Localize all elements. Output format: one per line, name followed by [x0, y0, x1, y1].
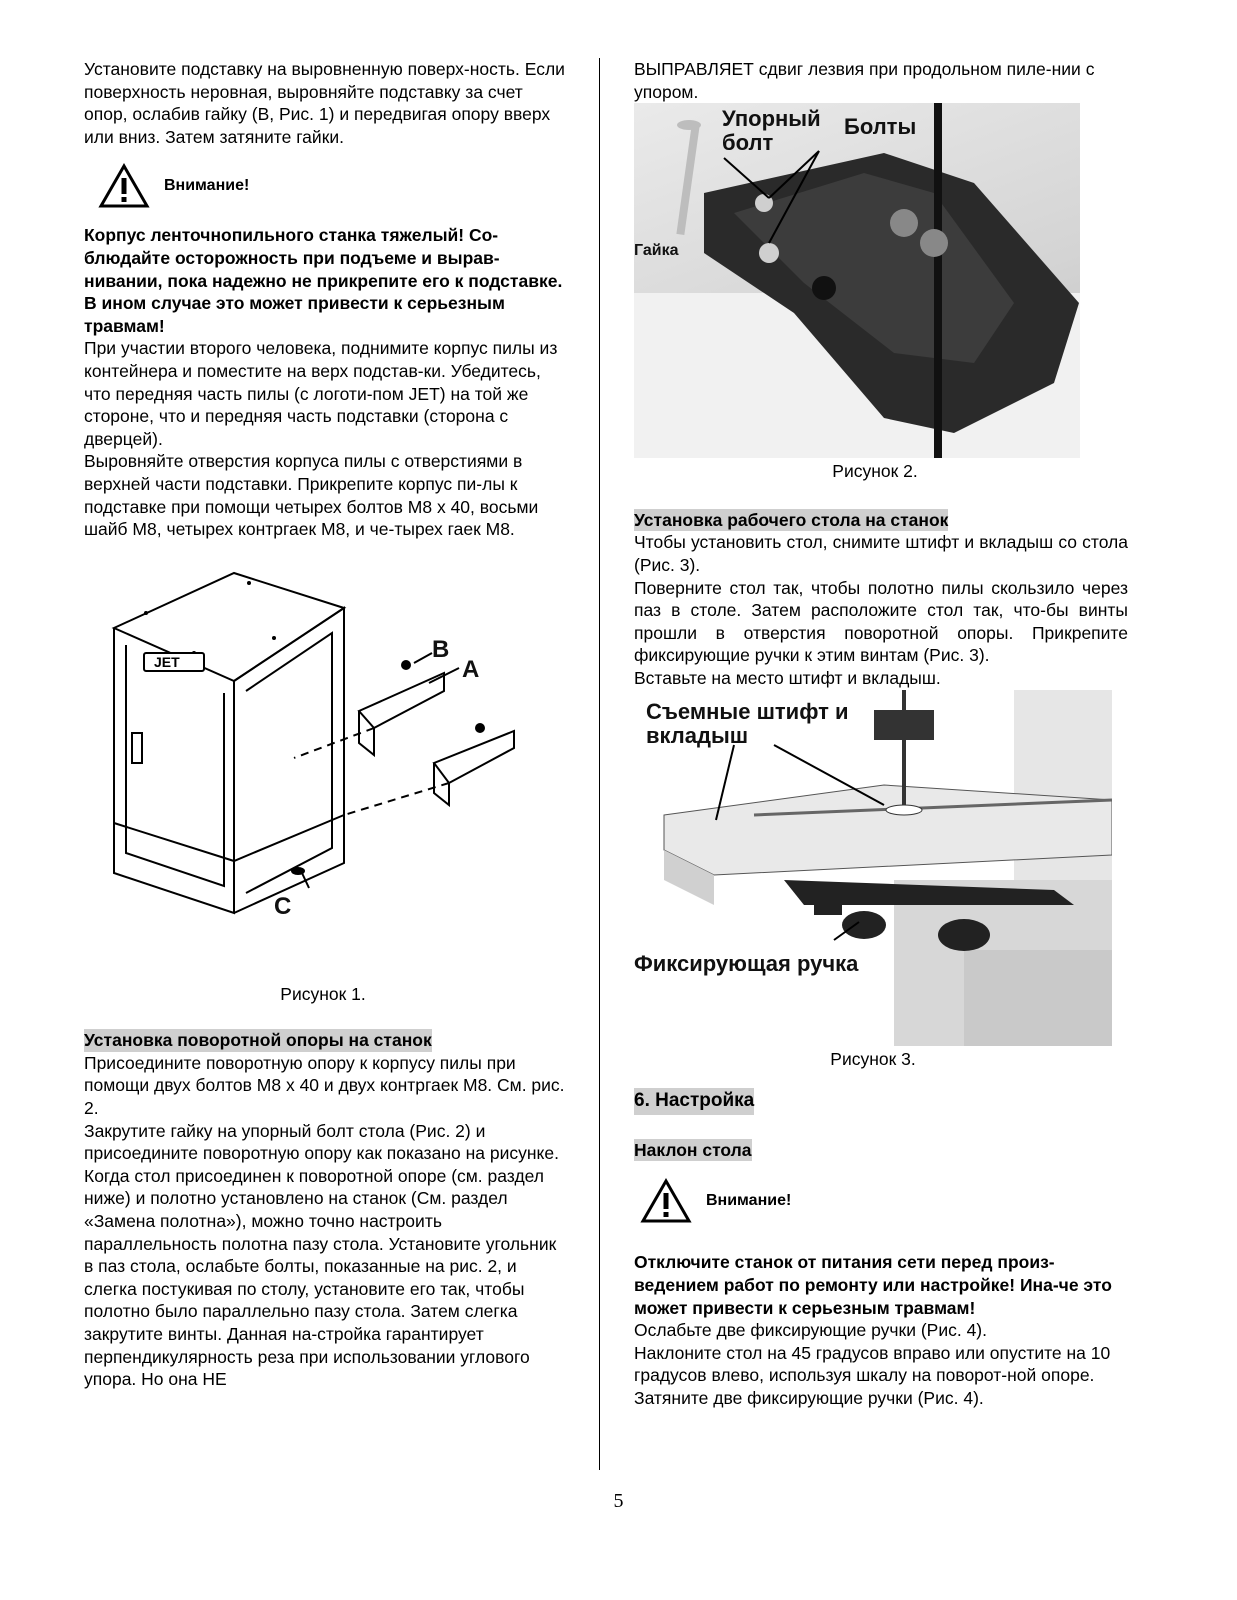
- paragraph: Выровняйте отверстия корпуса пилы с отверстиями в верхней части подставки. Прикрепите корпус пи-лы к подставке при помощи четырех болтов М8 х 40, восьми шайб М8, четырех контргаек М8, и че-тырех гаек М8.: [84, 451, 539, 540]
- warning-label: Внимание!: [164, 177, 250, 195]
- page-number: 5: [613, 1490, 624, 1512]
- paragraph: Чтобы установить стол, снимите штифт и вкладыш со стола (Рис. 3).: [634, 532, 1128, 575]
- figure-1-label-b: B: [432, 635, 450, 663]
- paragraph: Затяните две фиксирующие ручки (Рис. 4).: [634, 1387, 984, 1408]
- figure-1-caption: Рисунок 1.: [280, 983, 366, 1004]
- figure-3-photo: [634, 690, 1112, 1046]
- warning-text: Корпус ленточнопильного станка тяжелый! Со-блюдайте осторожность при подъеме и вырав-нивании, пока надежно не прикрепите его к подставке. В ином случае это может привести к серьезным травмам!: [84, 225, 563, 336]
- figure-2-label-nut: Гайка: [634, 242, 679, 260]
- figure-3-caption: Рисунок 3.: [830, 1048, 916, 1069]
- trunnion-image: [634, 103, 1080, 458]
- warning-block: [640, 1173, 1128, 1229]
- paragraph: Закрутите гайку на упорный болт стола (Рис. 2) и присоедините поворотную опору как показано на рисунке.: [84, 1120, 559, 1164]
- paragraph: ВЫПРАВЛЯЕТ сдвиг лезвия при продольном пиле-нии с упором.: [634, 59, 1095, 102]
- paragraph: Ослабьте две фиксирующие ручки (Рис. 4).: [634, 1320, 987, 1341]
- paragraph: Поверните стол так, чтобы полотно пилы скользило через паз в столе. Затем расположите стол так, что-бы винты прошли в отверстия поворотной опоры. Прикрепите фиксирующие ручки к этим винтам (Рис. 3).: [634, 577, 1128, 666]
- figure-2-label-bolts: Болты: [844, 114, 917, 140]
- chapter-heading: 6. Настройка: [634, 1088, 754, 1115]
- sub-heading: Наклон стола: [634, 1139, 752, 1160]
- figure-2-label-stop-bolt: Упорный болт: [722, 106, 821, 156]
- figure-2-caption: Рисунок 2.: [832, 461, 918, 482]
- figure-1: [84, 553, 566, 983]
- paragraph: Наклоните стол на 45 градусов вправо или опустите на 10 градусов влево, используя шкалу на поворот-ной опоре.: [634, 1342, 1111, 1386]
- paragraph: Вставьте на место штифт и вкладыш.: [634, 667, 941, 688]
- warning-triangle-icon: [98, 163, 150, 209]
- paragraph: Установите подставку на выровненную поверх-ность. Если поверхность неровная, выровняйте подставку за счет опор, ослабив гайку (В, Рис. 1) и передвигая опору вверх или вниз. Затем затяните гайки.: [84, 59, 565, 147]
- right-column: [634, 58, 1128, 1409]
- warning-text: Отключите станок от питания сети перед произ-ведением работ по ремонту или настройке! Ина-че это может привести к серьезным травмам!: [634, 1252, 1112, 1318]
- paragraph: При участии второго человека, поднимите корпус пилы из контейнера и поместите на верх подстав-ки. Убедитесь, что передняя часть пилы (с логоти-пом JET) на той же стороне, что и передняя часть подставки (сторона с дверцей).: [84, 338, 558, 449]
- figure-3-label-knob: Фиксирующая ручка: [634, 950, 859, 976]
- figure-3-label-pin: Съемные штифт и вкладыш: [646, 698, 849, 748]
- warning-block: [98, 158, 566, 214]
- figure-1-label-a: A: [462, 655, 480, 683]
- left-column: [84, 58, 566, 1391]
- figure-2-photo: [634, 103, 1080, 458]
- warning-label: Внимание!: [706, 1192, 792, 1210]
- figure-1-label-c: C: [274, 892, 292, 920]
- paragraph: Когда стол присоединен к поворотной опоре (см. раздел ниже) и полотно установлено на станок (См. раздел «Замена полотна»), можно точно настроить параллельность полотна пазу стола. Установите угольник в паз стола, ослабьте болты, показанные на рис. 2, и слегка постукивая по столу, установите его так, чтобы полотно было параллельно пазу стола. Затем слегка закрутите винты. Данная на-стройка гарантирует перпендикулярность реза при использовании углового упора. Но она НЕ: [84, 1165, 557, 1390]
- column-divider: [599, 58, 600, 1470]
- paragraph: Присоедините поворотную опору к корпусу пилы при помощи двух болтов М8 х 40 и двух контргаек М8. См. рис. 2.: [84, 1052, 565, 1119]
- warning-triangle-icon: [640, 1178, 692, 1224]
- section-heading: Установка поворотной опоры на станок: [84, 1030, 432, 1051]
- stand-illustration: [84, 553, 564, 983]
- section-heading: Установка рабочего стола на станок: [634, 509, 949, 530]
- svg-text:JET: JET: [154, 653, 180, 670]
